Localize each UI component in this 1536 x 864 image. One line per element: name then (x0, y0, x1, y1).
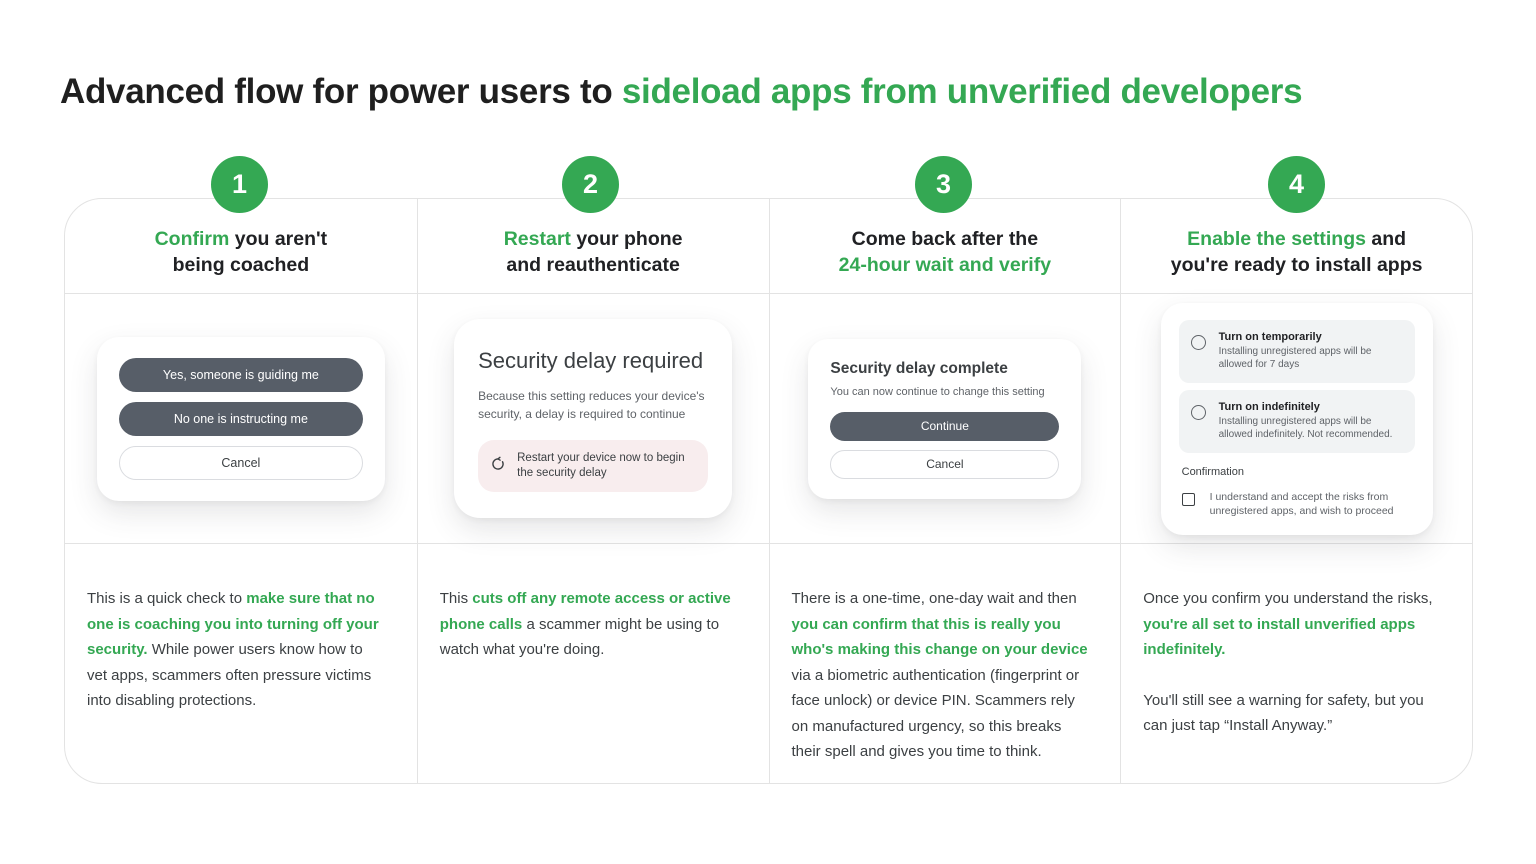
radio-icon[interactable] (1191, 335, 1206, 350)
step-2-description (417, 544, 769, 783)
step-3-mockup-cell (769, 294, 1121, 544)
step-3-heading-green: 24-hour wait and verify (838, 254, 1052, 276)
step-4-badge (1268, 156, 1325, 213)
step-2-desc-seg: a scammer might be using to watch what you're doing. (439, 615, 720, 658)
page-title (60, 72, 1302, 112)
turn-on-indefinitely-desc: Installing unregistered apps will be allowed indefinitely. Not recommended. (1218, 415, 1393, 440)
step-4-heading-rest: and (1365, 228, 1407, 250)
security-delay-required-body: Because this setting reduces your device's security, a delay is required to continue (478, 389, 705, 421)
step-1-heading (65, 199, 417, 294)
cancel-label: Cancel (221, 455, 261, 470)
continue-label: Continue (920, 419, 969, 433)
step-1-description (65, 544, 417, 783)
turn-on-temporarily-title: Turn on temporarily (1218, 330, 1322, 343)
restart-device-note: Restart your device now to begin the security delay (517, 452, 685, 479)
step-2-desc-seg: This (439, 590, 473, 607)
risk-acknowledgement-text: I understand and accept the risks from unregistered apps, and wish to proceed (1209, 490, 1394, 517)
yes-guiding-label: Yes, someone is guiding me (162, 367, 319, 382)
yes-guiding-button[interactable] (119, 358, 363, 392)
step-2-desc-emphasis: cuts off any remote access or active phone calls (439, 590, 731, 633)
step-1-desc-emphasis: make sure that no one is coaching you into turning off your security. (87, 590, 379, 658)
coaching-check-dialog (97, 337, 385, 501)
step-1-heading-rest: you aren't (229, 228, 328, 250)
step-2-mockup-cell (417, 294, 769, 544)
confirmation-label: Confirmation (1181, 465, 1244, 478)
step-1-badge (211, 156, 268, 213)
step-1-heading-green: Confirm (154, 228, 230, 250)
step-3-badge (915, 156, 972, 213)
security-delay-required-title: Security delay required (478, 348, 704, 373)
turn-on-indefinitely-option[interactable] (1179, 390, 1415, 453)
step-4-heading-green: Enable the settings (1187, 228, 1366, 250)
step-3-heading-line1: Come back after the (851, 228, 1039, 250)
restart-device-banner[interactable] (478, 440, 708, 492)
no-one-instructing-button[interactable] (119, 402, 363, 436)
step-3-heading (769, 199, 1121, 294)
step-3-description (769, 544, 1121, 783)
step-1-heading-line2: being coached (172, 254, 310, 276)
page-title-highlight: sideload apps from unverified developers (621, 72, 1303, 111)
step-1-desc-seg: This is a quick check to (87, 590, 247, 607)
step-4-number: 4 (1288, 169, 1305, 199)
enable-settings-dialog (1161, 303, 1433, 535)
flow-table (64, 198, 1473, 784)
cancel-button[interactable] (119, 446, 363, 480)
step-4-mockup-cell (1120, 294, 1472, 544)
radio-icon[interactable] (1191, 405, 1206, 420)
step-4-heading (1120, 199, 1472, 294)
security-delay-complete-body: You can now continue to change this setting (830, 385, 1045, 398)
step-2-heading-green: Restart (503, 228, 571, 250)
step-2-number: 2 (582, 169, 599, 199)
step-4-heading-line2: you're ready to install apps (1170, 254, 1423, 276)
step-2-badge (562, 156, 619, 213)
no-one-instructing-label: No one is instructing me (173, 411, 308, 426)
step-4-desc-emphasis: you're all set to install unverified apps indefinitely. (1143, 615, 1416, 658)
turn-on-indefinitely-title: Turn on indefinitely (1218, 400, 1320, 413)
step-4-desc-paragraph-2: You'll still see a warning for safety, but you can just tap “Install Anyway.” (1143, 691, 1424, 734)
restart-icon (490, 456, 506, 477)
step-1-mockup-cell (65, 294, 417, 544)
turn-on-temporarily-desc: Installing unregistered apps will be allowed for 7 days (1218, 345, 1372, 370)
step-3-number: 3 (935, 169, 952, 199)
step-1-number: 1 (231, 169, 248, 199)
checkbox-icon[interactable] (1182, 493, 1195, 506)
security-delay-complete-dialog (808, 339, 1081, 499)
step-3-desc-seg: There is a one-time, one-day wait and then (791, 590, 1077, 607)
step-2-heading-rest: your phone (570, 228, 683, 250)
security-delay-required-dialog (454, 319, 732, 518)
step-4-desc-seg: Once you confirm you understand the risks, (1143, 590, 1433, 607)
step-2-heading-line2: and reauthenticate (506, 254, 680, 276)
turn-on-temporarily-option[interactable] (1179, 320, 1415, 383)
step-3-desc-emphasis: you can confirm that this is really you who's making this change on your device (791, 615, 1088, 658)
continue-button[interactable] (830, 412, 1059, 441)
cancel-label: Cancel (926, 457, 964, 471)
risk-acknowledgement-row[interactable] (1179, 490, 1415, 519)
step-3-desc-seg: via a biometric authentication (fingerprint or face unlock) or device PIN. Scammers rely on manufactured urgency, so this breaks their spell and gives you time to think. (791, 666, 1080, 760)
step-4-description (1120, 544, 1472, 783)
cancel-button[interactable] (830, 450, 1059, 479)
page-title-prefix: Advanced flow for power users to (60, 72, 622, 111)
security-delay-complete-title: Security delay complete (830, 359, 1008, 377)
step-1-desc-seg: While power users know how to vet apps, scammers often pressure victims into disabling protections. (87, 641, 372, 709)
step-2-heading (417, 199, 769, 294)
